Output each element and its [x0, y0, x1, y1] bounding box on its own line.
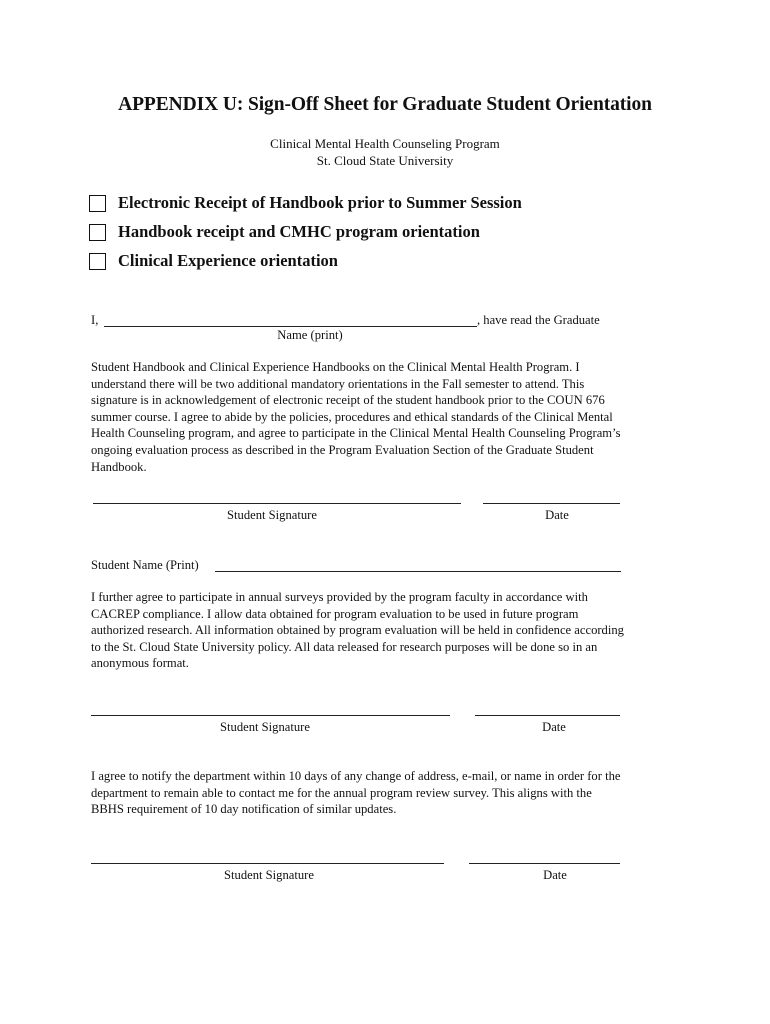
checklist-label: Clinical Experience orientation	[118, 251, 338, 270]
paragraph-line: Handbook.	[91, 459, 147, 474]
name-print-field[interactable]	[104, 326, 477, 327]
checklist-item-cmhc-orientation[interactable]	[89, 221, 480, 243]
checkbox[interactable]	[89, 195, 106, 212]
date-label: Date	[545, 508, 569, 522]
notification-paragraph	[91, 768, 691, 818]
date-label: Date	[543, 868, 567, 882]
statement-prefix: I,	[91, 313, 99, 327]
student-signature-label: Student Signature	[227, 508, 317, 522]
program-name: Clinical Mental Health Counseling Program	[270, 136, 500, 151]
date-field-2[interactable]	[475, 715, 620, 716]
paragraph-line: summer course. I agree to abide by the policies, procedures and ethical standards of the Clinical Mental	[91, 409, 613, 424]
checkbox[interactable]	[89, 224, 106, 241]
student-name-print-field[interactable]	[215, 571, 621, 572]
name-print-caption: Name (print)	[277, 328, 343, 342]
statement-suffix: , have read the Graduate	[477, 313, 600, 327]
page-title: APPENDIX U: Sign-Off Sheet for Graduate Student Orientation	[118, 94, 652, 115]
paragraph-line: anonymous format.	[91, 656, 189, 671]
paragraph-line: signature is in acknowledgement of electronic receipt of the student handbook prior to the COUN 676	[91, 393, 605, 408]
paragraph-line: Student Handbook and Clinical Experience Handbooks on the Clinical Mental Health Program. I	[91, 360, 580, 374]
student-signature-label: Student Signature	[224, 868, 314, 882]
student-signature-label: Student Signature	[220, 720, 310, 734]
survey-agreement-paragraph	[91, 589, 691, 672]
date-field-1[interactable]	[483, 503, 620, 504]
student-signature-field-3[interactable]	[91, 863, 444, 864]
checkbox[interactable]	[89, 253, 106, 270]
university-name: St. Cloud State University	[316, 153, 454, 168]
acknowledgement-paragraph	[91, 359, 691, 475]
student-signature-field-1[interactable]	[93, 503, 461, 504]
paragraph-line: CACREP compliance. I allow data obtained for program evaluation to be used in future program	[91, 606, 579, 621]
checklist-item-clinical-orientation[interactable]	[89, 250, 338, 272]
paragraph-line: understand there will be two additional mandatory orientations in the Fall semester to attend. This	[91, 376, 585, 391]
student-name-print-label: Student Name (Print)	[91, 558, 199, 572]
paragraph-line: I further agree to participate in annual surveys provided by the program faculty in accordance with	[91, 590, 588, 604]
checklist-item-handbook-receipt[interactable]	[89, 192, 522, 214]
paragraph-line: to the St. Cloud State University policy. All data released for research purposes will be done so in an	[91, 639, 598, 654]
checklist-label: Handbook receipt and CMHC program orientation	[118, 222, 480, 241]
paragraph-line: authorized research. All information obtained by program evaluation will be held in confidence according	[91, 623, 624, 638]
paragraph-line: BBHS requirement of 10 day notification of similar updates.	[91, 802, 397, 817]
checklist-label: Electronic Receipt of Handbook prior to Summer Session	[118, 193, 522, 212]
paragraph-line: I agree to notify the department within 10 days of any change of address, e-mail, or name in order for the	[91, 769, 621, 783]
date-field-3[interactable]	[469, 863, 620, 864]
date-label: Date	[542, 720, 566, 734]
student-signature-field-2[interactable]	[91, 715, 450, 716]
paragraph-line: Health Counseling program, and agree to participate in the Clinical Mental Health Counseling Program’s	[91, 426, 621, 441]
paragraph-line: department to remain able to contact me for the annual program review survey. This aligns with the	[91, 785, 592, 800]
paragraph-line: ongoing evaluation process as described in the Program Evaluation Section of the Graduate Student	[91, 442, 594, 457]
